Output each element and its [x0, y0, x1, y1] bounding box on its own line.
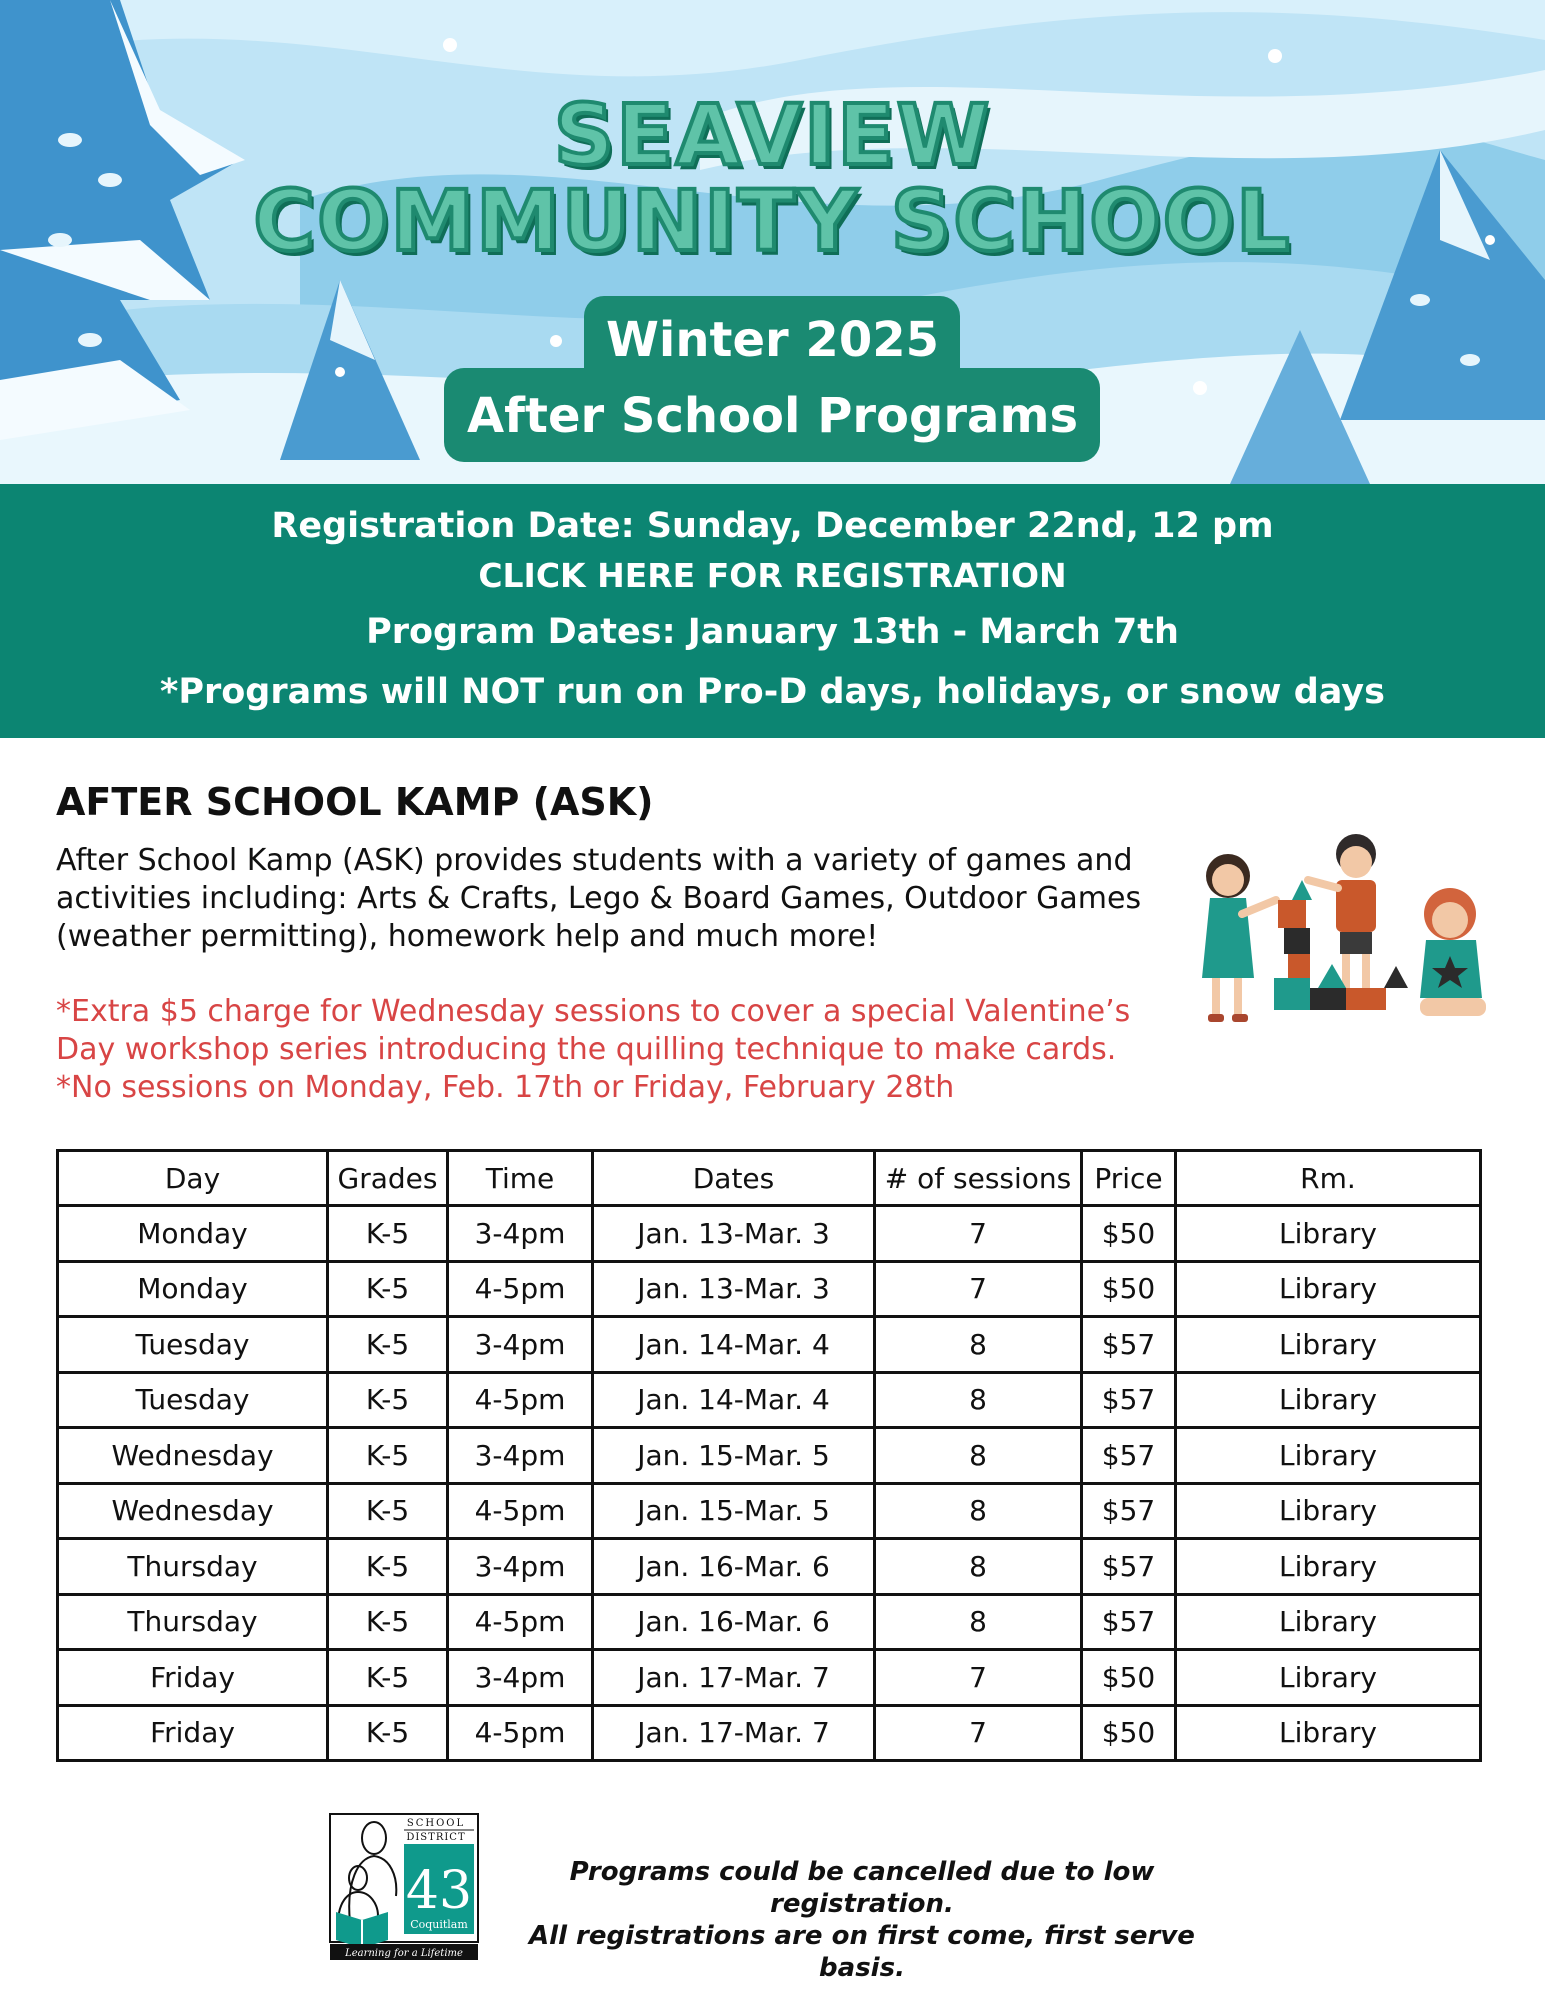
- cell-grades: K-5: [328, 1372, 448, 1428]
- school-district-logo: [328, 1812, 480, 1962]
- cell-grades: K-5: [328, 1206, 448, 1262]
- cell-sessions: 7: [875, 1206, 1082, 1262]
- cell-dates: Jan. 17-Mar. 7: [593, 1650, 875, 1706]
- cell-time: 4-5pm: [448, 1372, 593, 1428]
- program-dates: Program Dates: January 13th - March 7th: [366, 612, 1179, 652]
- table-row: [58, 1650, 1481, 1706]
- column-header-dates: Dates: [593, 1151, 875, 1206]
- cell-room: Library: [1176, 1428, 1481, 1484]
- cell-dates: Jan. 14-Mar. 4: [593, 1317, 875, 1373]
- table-row: [58, 1705, 1481, 1761]
- cell-day: Thursday: [58, 1594, 328, 1650]
- info-banner: [0, 484, 1545, 738]
- column-header-time: Time: [448, 1151, 593, 1206]
- cell-price: $50: [1082, 1206, 1176, 1262]
- school-name-line-2: COMMUNITY SCHOOL: [253, 172, 1292, 270]
- logo-number: 43: [405, 1861, 473, 1921]
- cell-time: 4-5pm: [448, 1261, 593, 1317]
- cell-time: 3-4pm: [448, 1206, 593, 1262]
- cell-room: Library: [1176, 1206, 1481, 1262]
- cell-dates: Jan. 17-Mar. 7: [593, 1705, 875, 1761]
- quilling-workshop-note: Day workshop series introducing the quilling technique to make cards.: [56, 1032, 1117, 1067]
- footer-notice: [502, 1856, 1222, 1984]
- cell-grades: K-5: [328, 1705, 448, 1761]
- cell-sessions: 8: [875, 1317, 1082, 1373]
- table-row: [58, 1206, 1481, 1262]
- cell-day: Monday: [58, 1206, 328, 1262]
- cell-time: 4-5pm: [448, 1483, 593, 1539]
- cell-price: $57: [1082, 1317, 1176, 1373]
- cell-grades: K-5: [328, 1483, 448, 1539]
- column-header-day: Day: [58, 1151, 328, 1206]
- table-header-row: [58, 1151, 1481, 1206]
- children-building-blocks-illustration: [1188, 828, 1498, 1028]
- cell-sessions: 8: [875, 1594, 1082, 1650]
- cell-price: $57: [1082, 1539, 1176, 1595]
- footer-line-2: All registrations are on first come, first serve basis.: [529, 1921, 1195, 1983]
- cell-day: Tuesday: [58, 1317, 328, 1373]
- logo-tagline: Learning for a Lifetime: [345, 1948, 463, 1959]
- cell-sessions: 8: [875, 1372, 1082, 1428]
- program-type-title: After School Programs: [466, 388, 1079, 444]
- cell-room: Library: [1176, 1594, 1481, 1650]
- logo-district-text: DISTRICT: [406, 1832, 466, 1843]
- footer-line-1: Programs could be cancelled due to low registration.: [569, 1857, 1155, 1919]
- cell-price: $50: [1082, 1705, 1176, 1761]
- cell-dates: Jan. 14-Mar. 4: [593, 1372, 875, 1428]
- cell-time: 3-4pm: [448, 1317, 593, 1373]
- no-sessions-note: *No sessions on Monday, Feb. 17th or Friday, February 28th: [56, 1070, 955, 1105]
- cell-day: Wednesday: [58, 1428, 328, 1484]
- cell-day: Friday: [58, 1705, 328, 1761]
- logo-school-text: SCHOOL: [406, 1818, 466, 1829]
- table-row: [58, 1317, 1481, 1373]
- table-row: [58, 1594, 1481, 1650]
- cell-dates: Jan. 15-Mar. 5: [593, 1428, 875, 1484]
- cell-dates: Jan. 13-Mar. 3: [593, 1261, 875, 1317]
- school-name-line-1: SEAVIEW: [553, 86, 992, 184]
- closure-note: *Programs will NOT run on Pro-D days, holidays, or snow days: [160, 672, 1385, 712]
- wednesday-charge-note: *Extra $5 charge for Wednesday sessions to cover a special Valentine’s: [56, 994, 1131, 1029]
- season-title: Winter 2025: [605, 312, 940, 368]
- cell-grades: K-5: [328, 1594, 448, 1650]
- cell-price: $57: [1082, 1594, 1176, 1650]
- cell-room: Library: [1176, 1650, 1481, 1706]
- cell-room: Library: [1176, 1317, 1481, 1373]
- cell-dates: Jan. 16-Mar. 6: [593, 1594, 875, 1650]
- column-header-grades: Grades: [328, 1151, 448, 1206]
- cell-room: Library: [1176, 1261, 1481, 1317]
- cell-grades: K-5: [328, 1539, 448, 1595]
- cell-sessions: 7: [875, 1261, 1082, 1317]
- cell-day: Monday: [58, 1261, 328, 1317]
- cell-time: 3-4pm: [448, 1539, 593, 1595]
- column-header-room: Rm.: [1176, 1151, 1481, 1206]
- table-row: [58, 1428, 1481, 1484]
- registration-link[interactable]: CLICK HERE FOR REGISTRATION: [478, 556, 1067, 595]
- cell-grades: K-5: [328, 1650, 448, 1706]
- table-row: [58, 1261, 1481, 1317]
- hero-banner: [0, 0, 1545, 484]
- cell-price: $57: [1082, 1428, 1176, 1484]
- cell-room: Library: [1176, 1705, 1481, 1761]
- registration-date: Registration Date: Sunday, December 22nd, 12 pm: [271, 506, 1274, 546]
- cell-price: $50: [1082, 1650, 1176, 1706]
- cell-time: 3-4pm: [448, 1428, 593, 1484]
- cell-dates: Jan. 16-Mar. 6: [593, 1539, 875, 1595]
- cell-room: Library: [1176, 1483, 1481, 1539]
- cell-room: Library: [1176, 1539, 1481, 1595]
- cell-price: $57: [1082, 1483, 1176, 1539]
- cell-time: 4-5pm: [448, 1705, 593, 1761]
- cell-sessions: 8: [875, 1483, 1082, 1539]
- schedule-table: [56, 1149, 1482, 1762]
- cell-sessions: 7: [875, 1650, 1082, 1706]
- cell-grades: K-5: [328, 1261, 448, 1317]
- column-header-price: Price: [1082, 1151, 1176, 1206]
- cell-sessions: 8: [875, 1539, 1082, 1595]
- cell-dates: Jan. 13-Mar. 3: [593, 1206, 875, 1262]
- cell-room: Library: [1176, 1372, 1481, 1428]
- cell-price: $50: [1082, 1261, 1176, 1317]
- table-row: [58, 1483, 1481, 1539]
- cell-time: 4-5pm: [448, 1594, 593, 1650]
- table-row: [58, 1372, 1481, 1428]
- cell-day: Wednesday: [58, 1483, 328, 1539]
- ask-heading: AFTER SCHOOL KAMP (ASK): [56, 780, 654, 824]
- cell-day: Thursday: [58, 1539, 328, 1595]
- cell-time: 3-4pm: [448, 1650, 593, 1706]
- table-row: [58, 1539, 1481, 1595]
- cell-sessions: 8: [875, 1428, 1082, 1484]
- cell-sessions: 7: [875, 1705, 1082, 1761]
- cell-grades: K-5: [328, 1317, 448, 1373]
- cell-grades: K-5: [328, 1428, 448, 1484]
- cell-day: Friday: [58, 1650, 328, 1706]
- cell-day: Tuesday: [58, 1372, 328, 1428]
- cell-price: $57: [1082, 1372, 1176, 1428]
- column-header-sessions: # of sessions: [875, 1151, 1082, 1206]
- logo-city: Coquitlam: [410, 1918, 468, 1931]
- ask-description: [56, 842, 1176, 956]
- ask-description-text: After School Kamp (ASK) provides students with a variety of games and activities including: Arts & Crafts, Lego & Board Games, Outdoor Games (weather permitting), homework help and much more!: [56, 843, 1142, 954]
- cell-dates: Jan. 15-Mar. 5: [593, 1483, 875, 1539]
